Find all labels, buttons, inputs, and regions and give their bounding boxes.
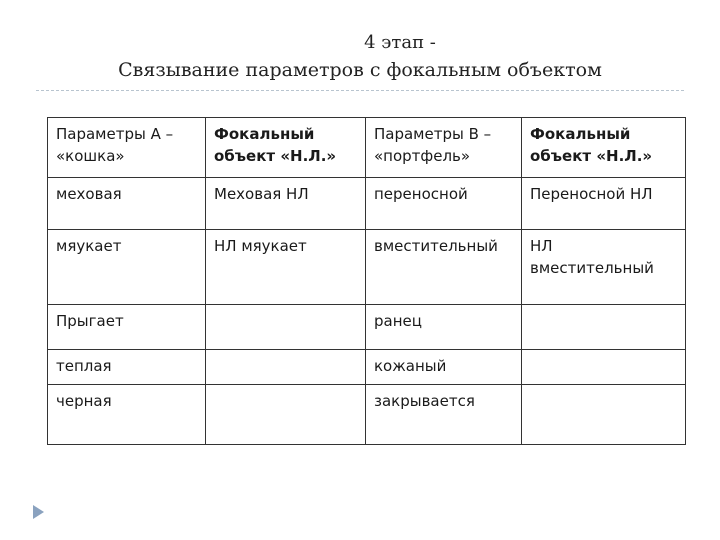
table-cell: Прыгает — [48, 305, 206, 350]
table-cell: кожаный — [366, 350, 522, 385]
title-stage: 4 этап - — [364, 32, 436, 53]
header-cell: Фокальный объект «Н.Л.» — [522, 118, 686, 178]
table-row — [48, 178, 686, 230]
table-cell — [522, 350, 686, 385]
slide-title — [0, 30, 720, 84]
table-row — [48, 305, 686, 350]
table-cell: НЛ мяукает — [206, 230, 366, 305]
table-cell: мяукает — [48, 230, 206, 305]
focal-object-table — [47, 117, 686, 445]
table-cell — [206, 305, 366, 350]
header-cell: Фокальный объект «Н.Л.» — [206, 118, 366, 178]
header-cell: Параметры А – «кошка» — [48, 118, 206, 178]
table-cell: меховая — [48, 178, 206, 230]
header-cell: Параметры В – «портфель» — [366, 118, 522, 178]
table-row — [48, 230, 686, 305]
table-row — [48, 350, 686, 385]
table-cell: ранец — [366, 305, 522, 350]
triangle-right-icon — [33, 505, 44, 519]
table-cell: НЛ вместительный — [522, 230, 686, 305]
table-cell: вместительный — [366, 230, 522, 305]
title-subtitle: Связывание параметров с фокальным объектом — [118, 59, 602, 81]
title-divider — [36, 90, 684, 91]
table-cell: переносной — [366, 178, 522, 230]
table-header-row — [48, 118, 686, 178]
table-cell — [522, 305, 686, 350]
table-cell — [206, 385, 366, 445]
table-cell: черная — [48, 385, 206, 445]
table-cell — [522, 385, 686, 445]
table-cell: закрывается — [366, 385, 522, 445]
table-cell — [206, 350, 366, 385]
table-row — [48, 385, 686, 445]
table-cell: Переносной НЛ — [522, 178, 686, 230]
table-cell: Меховая НЛ — [206, 178, 366, 230]
table-cell: теплая — [48, 350, 206, 385]
